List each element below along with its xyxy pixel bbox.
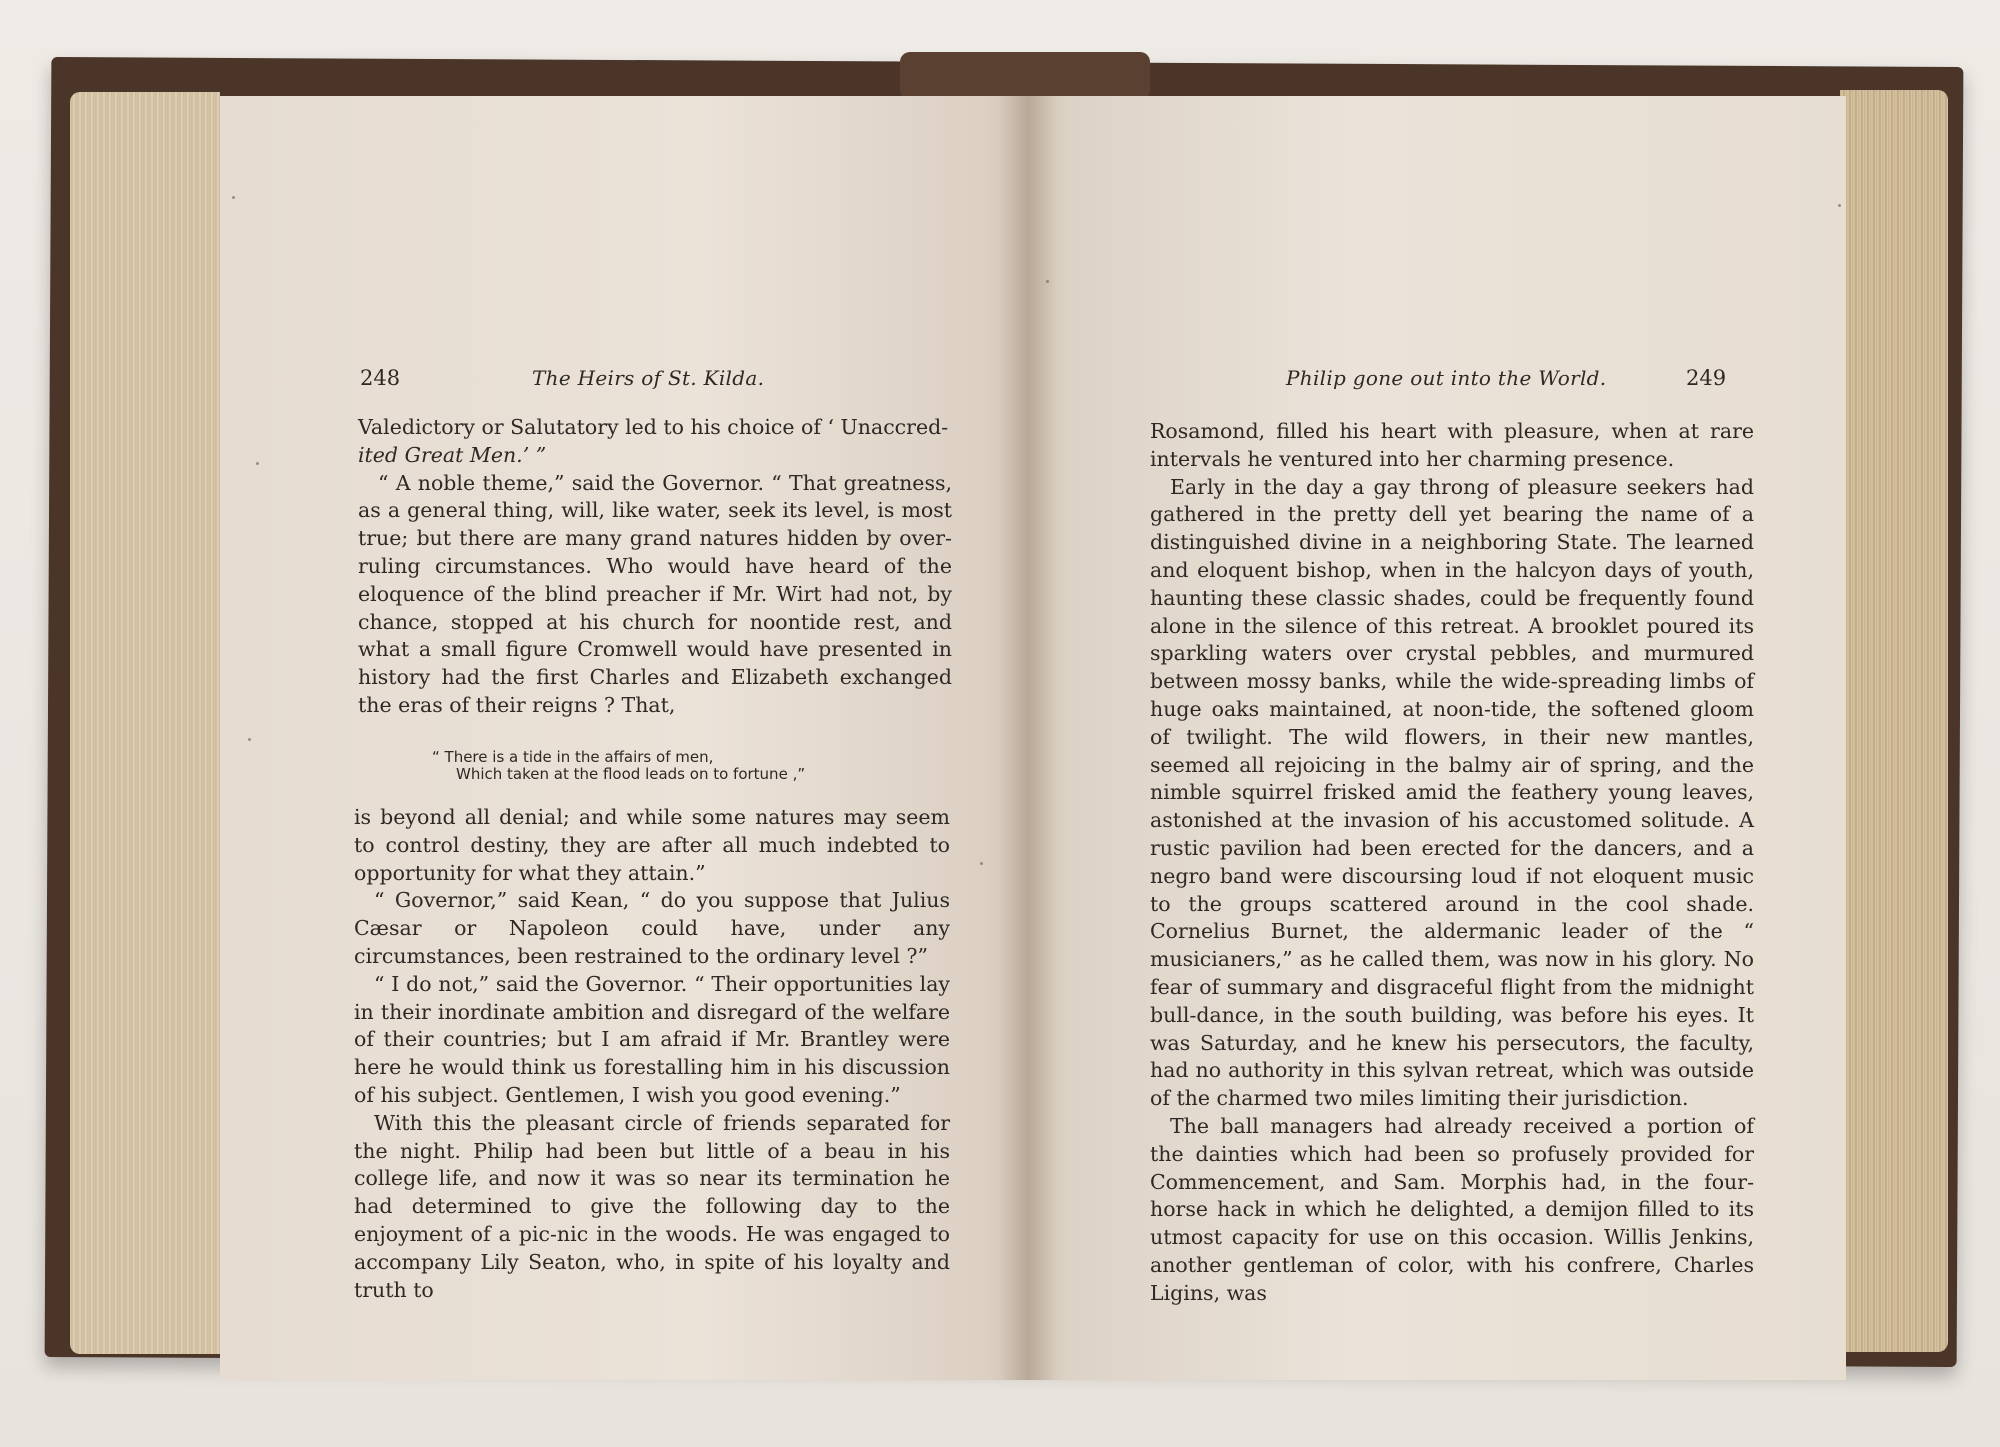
left-running-head: The Heirs of St. Kilda. <box>532 366 765 390</box>
right-page-number: 249 <box>1686 366 1727 390</box>
paper-speck <box>248 738 251 741</box>
left-para-1: “ A noble theme,” said the Governor. “ That greatness, as a general thing, will, like water, seek its level, is most true; but there are many grand natures hidden by over-ruling circumstances. Who would have heard of the eloquence of the blind preacher if Mr. Wirt had not, by chance, stopped at his church for noontide rest, and what a small figure Cromwell would have presented in history had the first Charles and Elizabeth exchanged the eras of their reigns ? That, <box>358 470 952 717</box>
left-line-1: Valedictory or Salutatory led to his choice of ‘ Unaccred- <box>358 415 949 439</box>
left-page <box>220 96 1028 1380</box>
left-para-5: With this the pleasant circle of friends separated for the night. Philip had been but little of a beau in his college life, and now it was so near its termination he had determined to give the following day to the enjoyment of a pic-nic in the woods. He was engaged to accompany Lily Seaton, who, in spite of his loyalty and truth to <box>354 1110 950 1302</box>
left-para-2: is beyond all denial; and while some natures may seem to control destiny, they are after all much indebted to opportunity for what they attain.” <box>354 805 950 885</box>
paper-speck <box>1838 204 1841 207</box>
left-quote-line-1: “ There is a tide in the affairs of men, <box>432 748 714 766</box>
right-page-edges <box>1840 90 1948 1352</box>
paper-speck <box>256 462 259 465</box>
left-para-4: “ I do not,” said the Governor. “ Their opportunities lay in their inordinate ambition and disregard of the welfare of their countries; but I am afraid if Mr. Brantley were here he would think us forestalling him in his discussion of his subject. Gentlemen, I wish you good evening.” <box>354 971 950 1107</box>
left-body-bottom <box>354 804 950 1304</box>
right-page <box>1028 96 1846 1380</box>
right-running-head: Philip gone out into the World. <box>1286 366 1607 390</box>
right-body <box>1150 418 1754 1308</box>
left-body-top <box>358 414 952 720</box>
right-para-2: Early in the day a gay throng of pleasure seekers had gathered in the pretty dell yet bearing the name of a distinguished divine in a neighboring State. The learned and eloquent bishop, when in the halcyon days of youth, haunting these classic shades, could be frequently found alone in the silence of this retreat. A brooklet poured its sparkling waters over crystal pebbles, and murmured between mossy banks, while the wide-spreading limbs of huge oaks maintained, at noon-tide, the softened gloom of twilight. The wild flowers, in their new mantles, seemed all rejoicing in the balmy air of spring, and the nimble squirrel frisked amid the feathery young leaves, astonished at the invasion of his accustomed solitude. A rustic pavilion had been erected for the dancers, and a negro band were discoursing loud if not eloquent music to the groups scattered around in the cool shade. Cornelius Burnet, the aldermanic leader of the “ musicianers,” as he called them, was now in his glory. No fear of summary and disgraceful flight from the midnight bull-dance, in the south building, was before his eyes. It was Saturday, and he knew his persecutors, the faculty, had no authority in this sylvan retreat, which was outside of the charmed two miles limiting their jurisdiction. <box>1150 474 1754 1111</box>
paper-speck <box>232 196 235 199</box>
left-line-2: ited Great Men.’ ” <box>358 442 547 467</box>
left-para-3: “ Governor,” said Kean, “ do you suppose that Julius Cæsar or Napoleon could have, under any circumstances, been restrained to the ordinary level ?” <box>354 888 950 968</box>
book-spine <box>900 52 1150 100</box>
left-quote-line-2: Which taken at the flood leads on to fortune ,” <box>456 765 806 783</box>
left-page-number: 248 <box>360 366 401 390</box>
paper-speck <box>1046 280 1049 283</box>
right-para-3: The ball managers had already received a portion of the dainties which had been so profusely provided for Commencement, and Sam. Morphis had, in the four-horse hack in which he delighted, a demijon filled to its utmost capacity for use on this occasion. Willis Jenkins, another gentleman of color, with his confrere, Charles Ligins, was <box>1150 1113 1754 1305</box>
paper-speck <box>980 862 983 865</box>
left-page-edges <box>70 92 220 1354</box>
right-para-1: Rosamond, filled his heart with pleasure, when at rare intervals he ventured into her charming presence. <box>1150 419 1754 471</box>
